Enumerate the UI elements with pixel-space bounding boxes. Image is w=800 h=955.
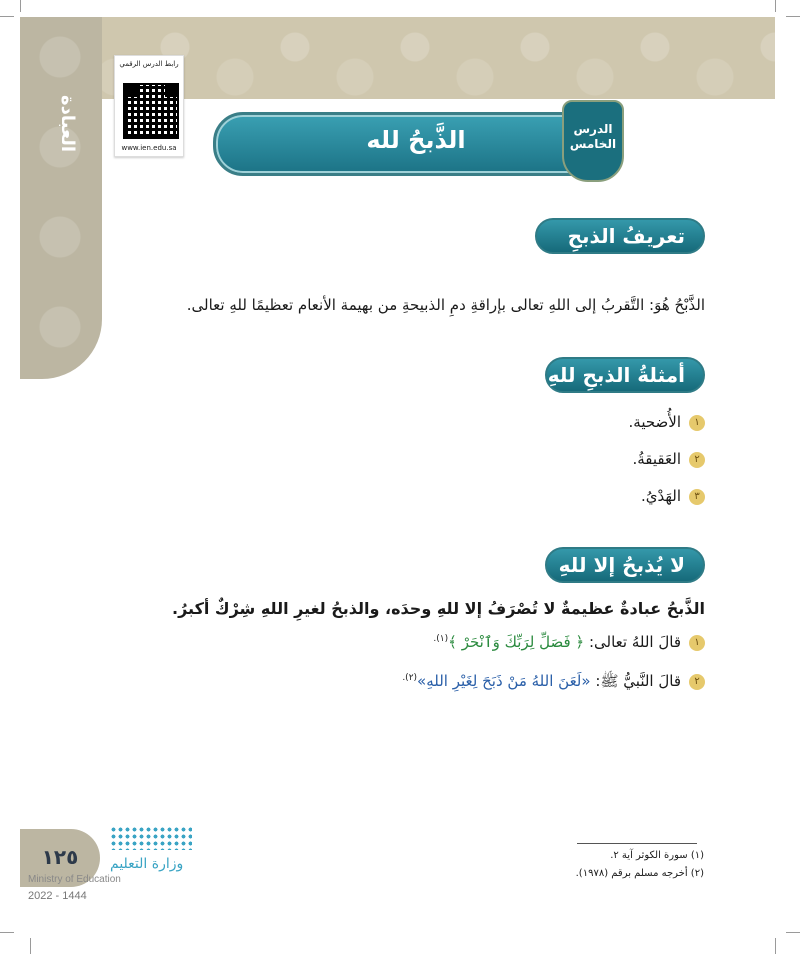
page-number: ١٢٥ <box>41 845 79 869</box>
evidence-hadith <box>402 672 705 694</box>
section-heading-definition: تعريفُ الذبحِ للهِ <box>535 218 705 254</box>
crop-mark <box>786 932 800 933</box>
hadith-text: «لَعَنَ اللهُ مَنْ ذَبَحَ لِغَيْرِ اللهِ» <box>417 672 591 690</box>
list-item <box>633 450 706 468</box>
evidence-prefix: قالَ اللهُ تعالى: <box>588 633 681 651</box>
qr-code-icon[interactable] <box>123 83 179 139</box>
lesson-number-badge <box>562 100 624 182</box>
crop-mark <box>775 0 776 12</box>
number-badge: ٢ <box>689 452 705 468</box>
ministry-logo-icon <box>110 826 192 850</box>
crop-mark <box>0 16 14 17</box>
qr-card[interactable] <box>114 55 184 157</box>
edition-year: 2022 - 1444 <box>28 890 87 902</box>
section-heading-only-for-allah: لا يُذبحُ إلا للهِ <box>545 547 705 583</box>
number-badge: ٢ <box>689 674 705 690</box>
list-item <box>629 413 705 431</box>
ruling-text: الذَّبحُ عبادةٌ عظيمةٌ لا تُصْرَفُ إلا للهِ وحدَه، والذبحُ لغيرِ اللهِ شِرْكٌ أكبرُ. <box>172 599 705 618</box>
list-item-text: العَقيقةُ. <box>632 450 681 468</box>
list-item <box>641 487 705 505</box>
crop-mark <box>786 16 800 17</box>
footnote-2: (٢) أخرجه مسلم برقم (١٩٧٨). <box>575 868 704 879</box>
qr-label: رابط الدرس الرقمي <box>119 60 179 68</box>
number-badge: ٣ <box>689 489 705 505</box>
lesson-badge-line1: الدرس <box>573 122 613 136</box>
lesson-title: الذَّبحُ لله <box>366 126 466 154</box>
quran-verse: ﴿ فَصَلِّ لِرَبِّكَ وَٱنْحَرْ ﴾ <box>448 633 585 651</box>
ministry-name-en: Ministry of Education <box>28 874 121 885</box>
ministry-name-ar: وزارة التعليم <box>110 856 184 872</box>
side-pattern-band <box>20 17 102 379</box>
lesson-title-banner <box>213 112 619 176</box>
footnote-divider <box>577 843 697 844</box>
evidence-quran <box>433 633 705 651</box>
footnote-ref: (٢). <box>402 673 418 683</box>
crop-mark <box>20 0 21 12</box>
lesson-badge-line2: الخامس <box>569 137 617 151</box>
definition-text: الذَّبْحُ هُوَ: التَّقربُ إلى اللهِ تعالى بإراقةِ دمِ الذبيحةِ من بهيمة الأنعام تعظيمًا للهِ تعالى. <box>186 296 705 314</box>
qr-url[interactable]: www.ien.edu.sa <box>121 144 177 152</box>
number-badge: ١ <box>689 635 705 651</box>
unit-title: العبادة <box>57 95 78 153</box>
crop-mark <box>775 938 776 954</box>
crop-mark <box>0 932 14 933</box>
footnote-1: (١) سورة الكوثر آية ٢. <box>610 850 704 861</box>
list-item-text: الهَدْيُ. <box>640 487 681 505</box>
crop-mark <box>30 938 31 954</box>
evidence-prefix: قالَ النَّبيُّ ﷺ: <box>595 672 681 690</box>
section-heading-examples: أمثلةُ الذبحِ للهِ <box>545 357 705 393</box>
number-badge: ١ <box>689 415 705 431</box>
footnote-ref: (١). <box>433 634 449 644</box>
list-item-text: الأُضحية. <box>628 413 681 431</box>
